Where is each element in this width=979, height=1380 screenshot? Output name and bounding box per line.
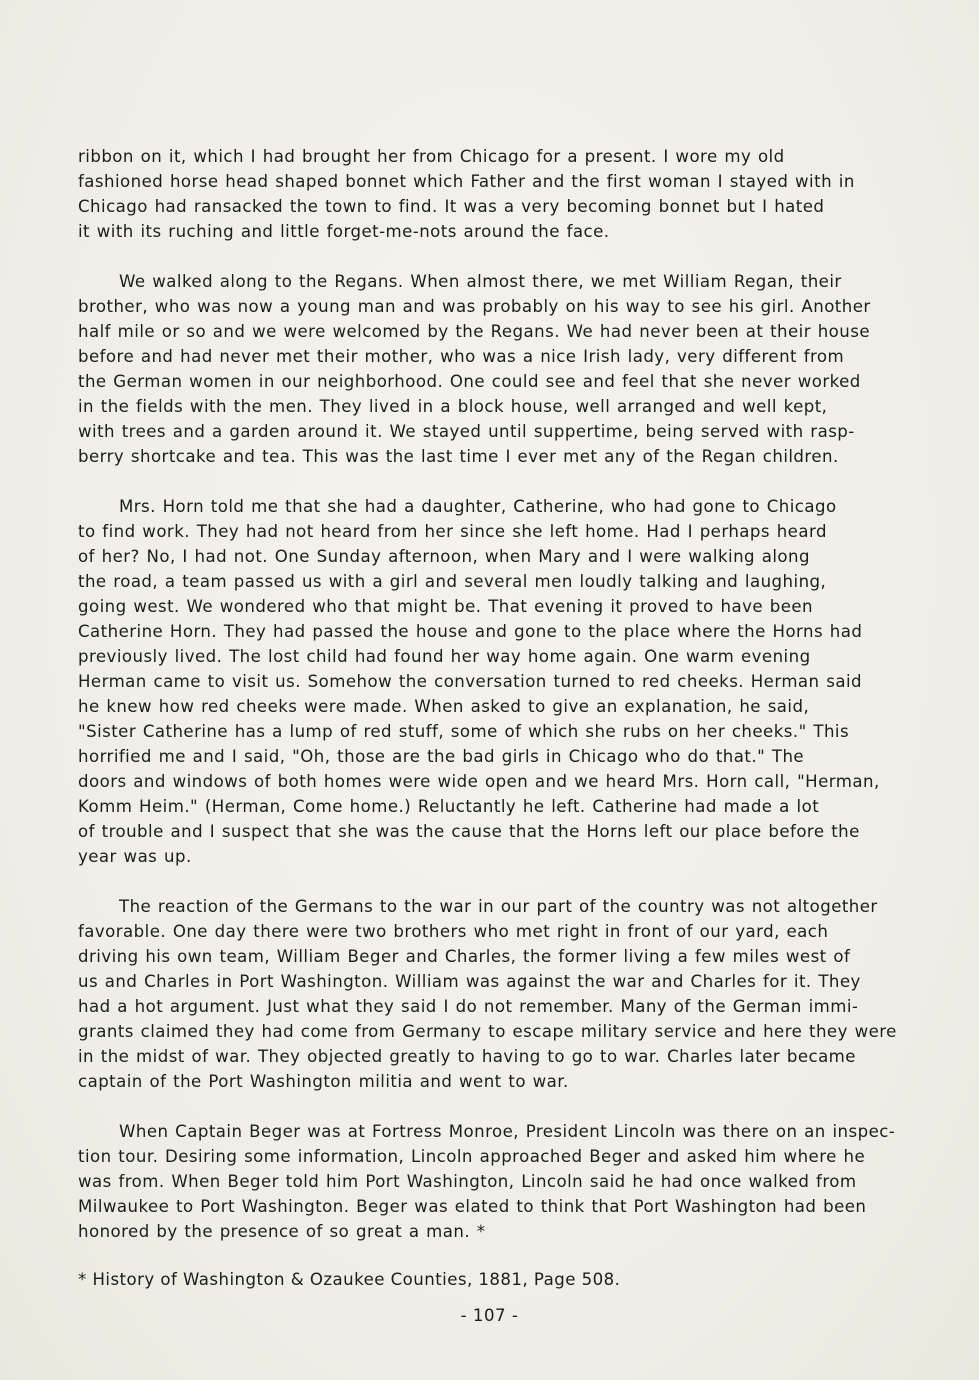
text-line: before and had never met their mother, who was a nice Irish lady, very different from: [78, 347, 845, 366]
text-line: ribbon on it, which I had brought her from Chicago for a present. I wore my old: [78, 147, 785, 166]
text-line: The reaction of the Germans to the war in our part of the country was not altogether: [119, 897, 878, 916]
text-line: Herman came to visit us. Somehow the conversation turned to red cheeks. Herman said: [78, 672, 862, 691]
text-line: in the midst of war. They objected greatly to having to go to war. Charles later became: [78, 1047, 856, 1066]
page-number: - 107 -: [460, 1306, 519, 1325]
text-line: of her? No, I had not. One Sunday afternoon, when Mary and I were walking along: [78, 547, 810, 566]
text-line: going west. We wondered who that might be. That evening it proved to have been: [78, 597, 814, 616]
text-line: to find work. They had not heard from her since she left home. Had I perhaps heard: [78, 522, 827, 541]
paragraph-regans-visit: [78, 269, 930, 469]
text-line: Milwaukee to Port Washington. Beger was elated to think that Port Washington had been: [78, 1197, 867, 1216]
text-line: Komm Heim." (Herman, Come home.) Reluctantly he left. Catherine had made a lot: [78, 797, 820, 816]
text-line: the road, a team passed us with a girl and several men loudly talking and laughing,: [78, 572, 827, 591]
paragraph-captain-beger: [78, 1119, 930, 1244]
text-line: tion tour. Desiring some information, Lincoln approached Beger and asked him where he: [78, 1147, 866, 1166]
text-line: Catherine Horn. They had passed the house and gone to the place where the Horns had: [78, 622, 863, 641]
text-line: of trouble and I suspect that she was the cause that the Horns left our place before the: [78, 822, 860, 841]
text-line: the German women in our neighborhood. One could see and feel that she never worked: [78, 372, 861, 391]
text-line: was from. When Beger told him Port Washington, Lincoln said he had once walked from: [78, 1172, 857, 1191]
text-line: half mile or so and we were welcomed by the Regans. We had never been at their house: [78, 322, 870, 341]
text-line: favorable. One day there were two brothers who met right in front of our yard, each: [78, 922, 829, 941]
text-line: Chicago had ransacked the town to find. It was a very becoming bonnet but I hated: [78, 197, 825, 216]
paragraph-german-reaction: [78, 894, 930, 1094]
text-line: in the fields with the men. They lived in a block house, well arranged and well kept,: [78, 397, 828, 416]
text-line: year was up.: [78, 847, 192, 866]
text-line: doors and windows of both homes were wide open and we heard Mrs. Horn call, "Herman,: [78, 772, 880, 791]
text-line: berry shortcake and tea. This was the last time I ever met any of the Regan children.: [78, 447, 839, 466]
text-line: previously lived. The lost child had found her way home again. One warm evening: [78, 647, 811, 666]
text-line: he knew how red cheeks were made. When asked to give an explanation, he said,: [78, 697, 810, 716]
text-line: driving his own team, William Beger and Charles, the former living a few miles west of: [78, 947, 851, 966]
text-line: Mrs. Horn told me that she had a daughter, Catherine, who had gone to Chicago: [119, 497, 837, 516]
footnote: * History of Washington & Ozaukee Counties, 1881, Page 508.: [78, 1270, 621, 1289]
text-line: honored by the presence of so great a man. *: [78, 1222, 486, 1241]
text-line: When Captain Beger was at Fortress Monroe, President Lincoln was there on an inspec-: [119, 1122, 896, 1141]
text-line: captain of the Port Washington militia and went to war.: [78, 1072, 569, 1091]
text-line: us and Charles in Port Washington. William was against the war and Charles for it. They: [78, 972, 861, 991]
text-line: grants claimed they had come from Germany to escape military service and here they were: [78, 1022, 897, 1041]
paragraph-catherine-horn: [78, 494, 930, 869]
body-text: [78, 144, 930, 1269]
text-line: had a hot argument. Just what they said I do not remember. Many of the German immi-: [78, 997, 859, 1016]
paragraph-ribbon-bonnet: [78, 144, 930, 244]
text-line: it with its ruching and little forget-me-nots around the face.: [78, 222, 610, 241]
text-line: We walked along to the Regans. When almost there, we met William Regan, their: [119, 272, 842, 291]
text-line: "Sister Catherine has a lump of red stuff, some of which she rubs on her cheeks." This: [78, 722, 850, 741]
text-line: with trees and a garden around it. We stayed until suppertime, being served with rasp-: [78, 422, 855, 441]
text-line: brother, who was now a young man and was probably on his way to see his girl. Another: [78, 297, 871, 316]
text-line: horrified me and I said, "Oh, those are the bad girls in Chicago who do that." The: [78, 747, 805, 766]
text-line: fashioned horse head shaped bonnet which Father and the first woman I stayed with in: [78, 172, 855, 191]
